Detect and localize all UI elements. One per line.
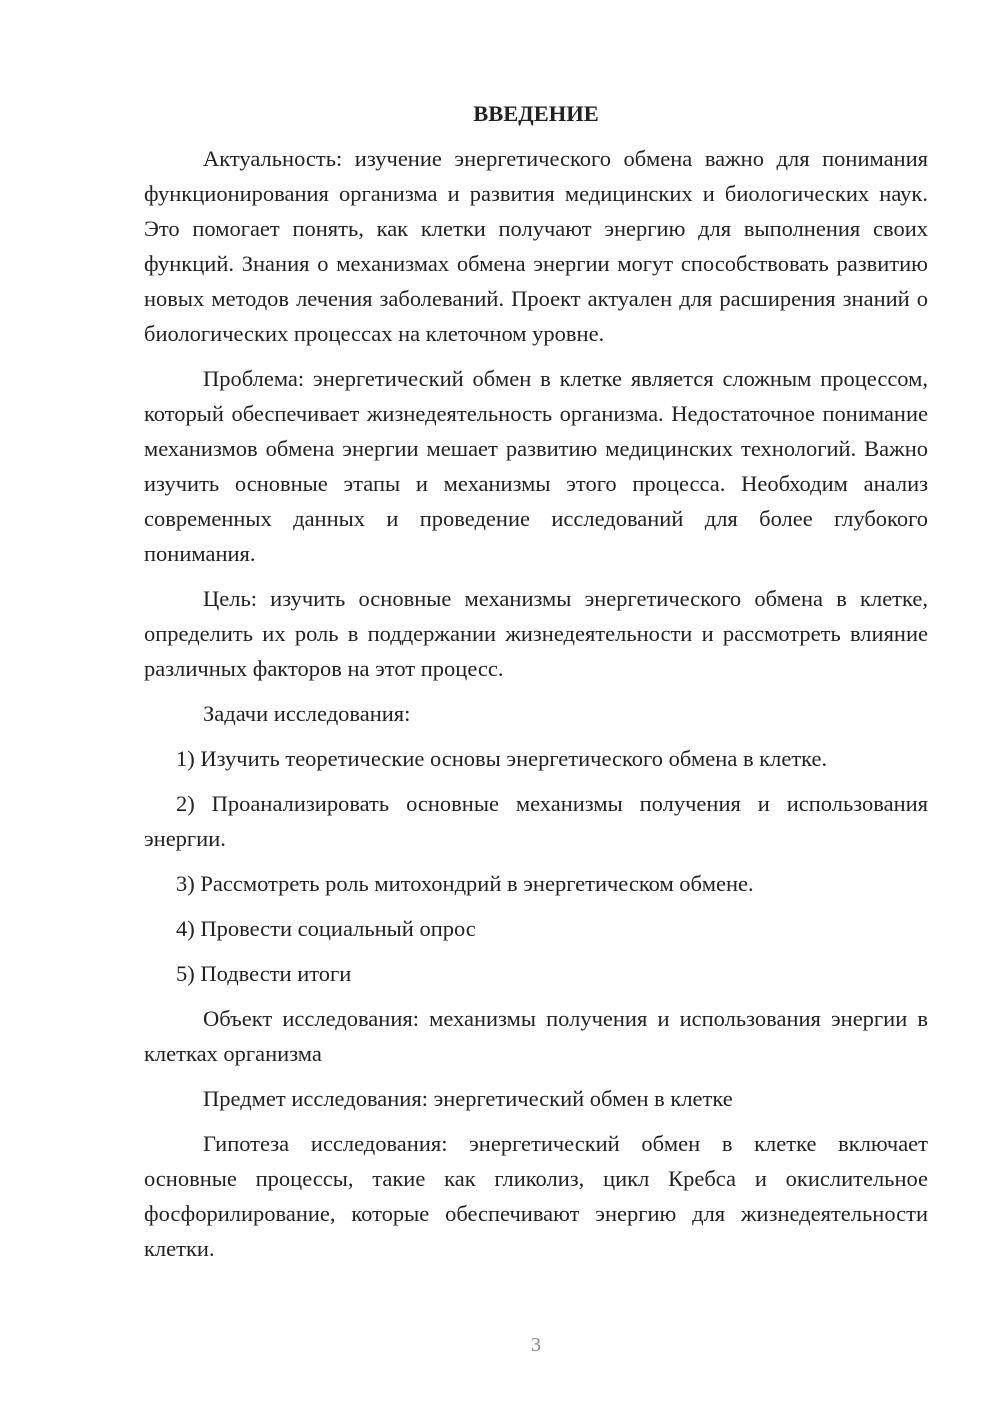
tasks-heading: Задачи исследования: <box>203 701 411 726</box>
task-item-4: 4) Провести социальный опрос <box>176 916 476 941</box>
task-item-1: 1) Изучить теоретические основы энергетического обмена в клетке. <box>176 746 828 771</box>
subject-paragraph: Предмет исследования: энергетический обмен в клетке <box>203 1086 733 1111</box>
page-number: 3 <box>531 1334 541 1356</box>
task-item-5: 5) Подвести итоги <box>176 961 352 986</box>
page-body <box>144 96 928 1276</box>
hypothesis-paragraph: Гипотеза исследования: энергетический обмен в клетке включает основные процессы, такие как гликолиз, цикл Кребса и окислительное фосфорилирование, которые обеспечивают энергию для жизнедеятельности клетки. <box>144 1131 928 1261</box>
goal-paragraph: Цель: изучить основные механизмы энергетического обмена в клетке, определить их роль в поддержании жизнедеятельности и рассмотреть влияние различных факторов на этот процесс. <box>144 586 928 681</box>
task-item-3: 3) Рассмотреть роль митохондрий в энергетическом обмене. <box>176 871 754 896</box>
task-item-2: 2) Проанализировать основные механизмы получения и использования энергии. <box>144 791 928 851</box>
problem-paragraph: Проблема: энергетический обмен в клетке является сложным процессом, который обеспечивает жизнедеятельность организма. Недостаточное понимание механизмов обмена энергии мешает развитию медицинских технологий. Важно изучить основные этапы и механизмы этого процесса. Необходим анализ современных данных и проведение исследований для более глубокого понимания. <box>144 366 928 566</box>
section-title: ВВЕДЕНИЕ <box>473 101 599 126</box>
object-paragraph: Объект исследования: механизмы получения и использования энергии в клетках организма <box>144 1006 928 1066</box>
relevance-paragraph: Актуальность: изучение энергетического обмена важно для понимания функционирования организма и развития медицинских и биологических наук. Это помогает понять, как клетки получают энергию для выполнения своих функций. Знания о механизмах обмена энергии могут способствовать развитию новых методов лечения заболеваний. Проект актуален для расширения знаний о биологических процессах на клеточном уровне. <box>144 146 928 346</box>
